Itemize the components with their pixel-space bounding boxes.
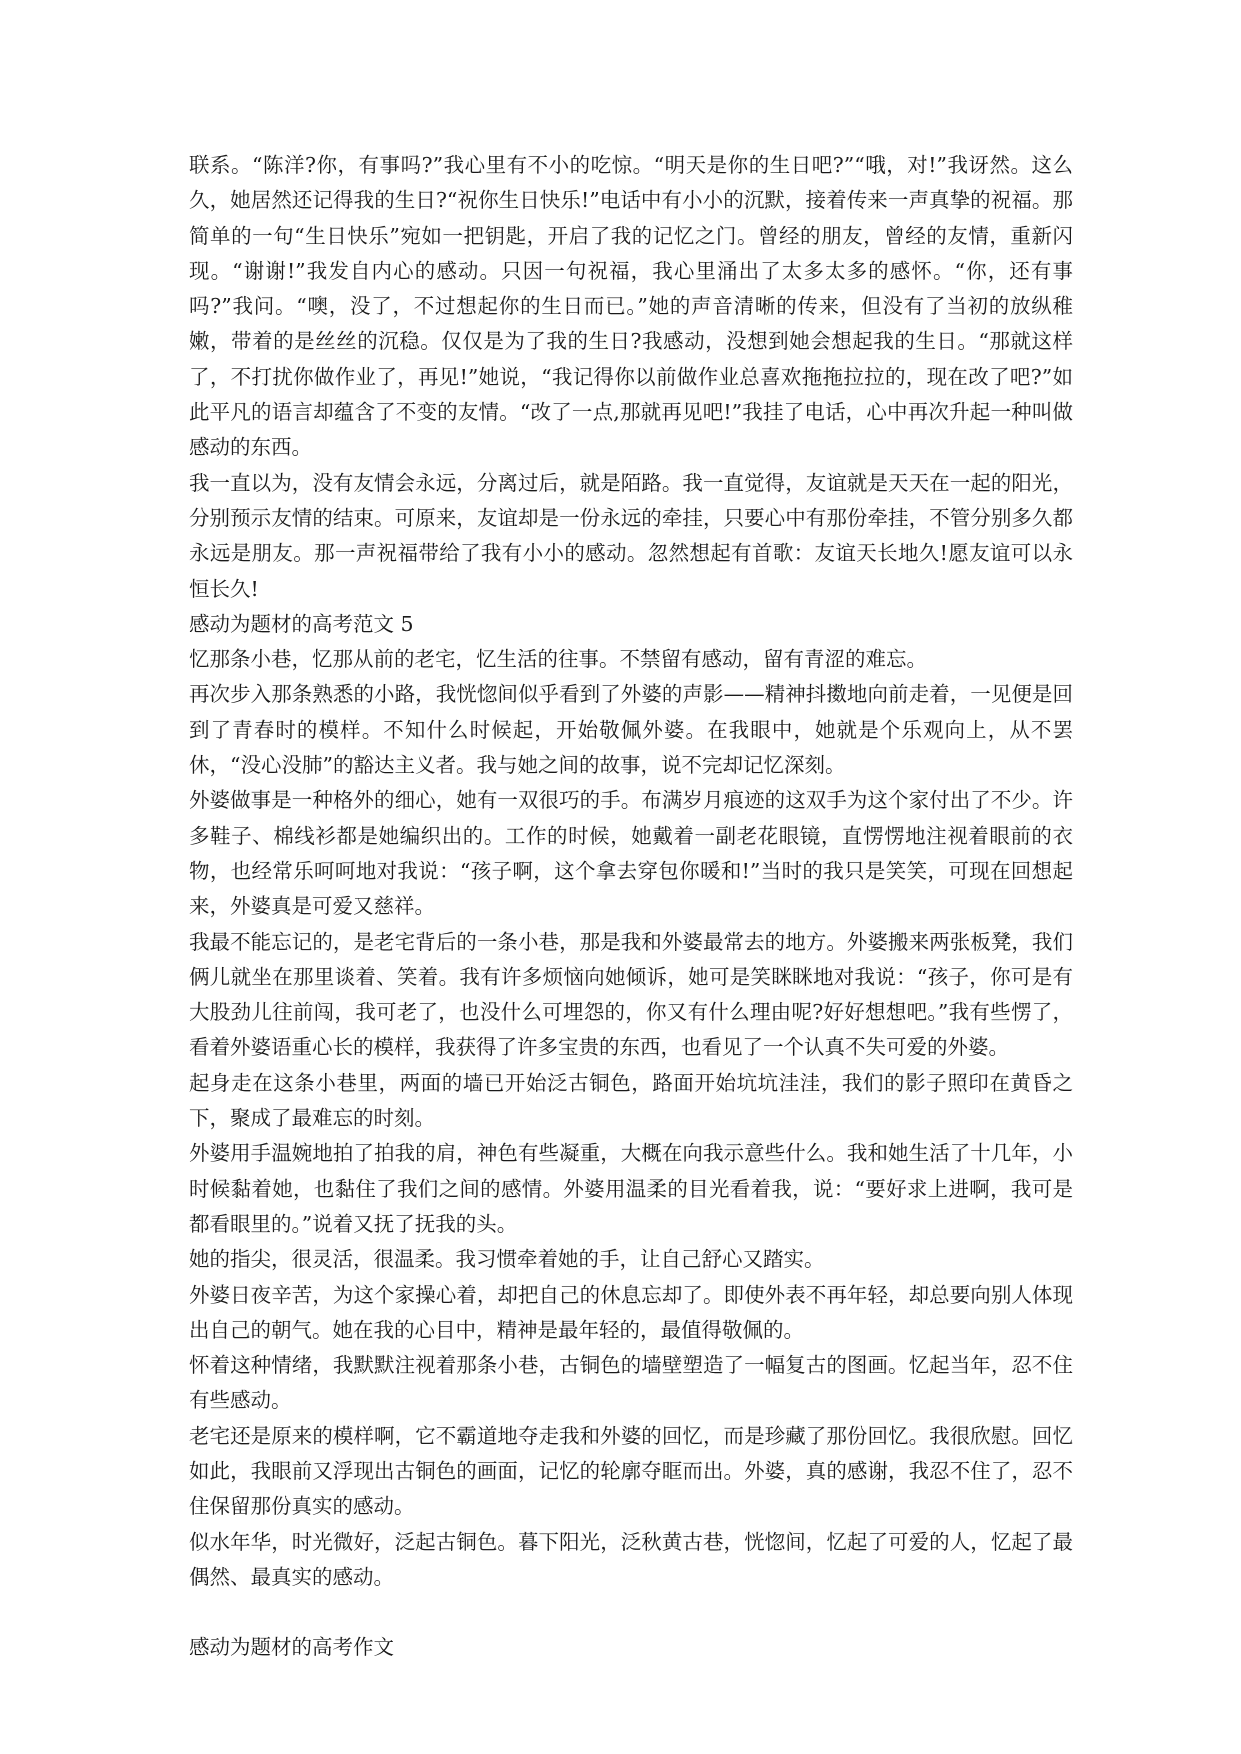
- paragraph: 怀着这种情绪，我默默注视着那条小巷，古铜色的墙壁塑造了一幅复古的图画。忆起当年，忍不住有些感动。: [189, 1353, 1073, 1413]
- paragraph: 似水年华，时光微好，泛起古铜色。暮下阳光，泛秋黄古巷，恍惚间，忆起了可爱的人，忆起了最偶然、最真实的感动。: [189, 1529, 1073, 1589]
- paragraph: 她的指尖，很灵活，很温柔。我习惯牵着她的手，让自己舒心又踏实。: [189, 1247, 825, 1272]
- paragraph: 外婆用手温婉地拍了拍我的肩，神色有些凝重，大概在向我示意些什么。我和她生活了十几年，小时候黏着她，也黏住了我们之间的感情。外婆用温柔的目光看着我，说：“要好求上进啊，我可是都看眼里的。”说着又抚了抚我的头。: [189, 1141, 1073, 1236]
- paragraph: 我一直以为，没有友情会永远，分离过后，就是陌路。我一直觉得，友谊就是天天在一起的阳光，分别预示友情的结束。可原来，友谊却是一份永远的牵挂，只要心中有那份牵挂，不管分别多久都永远是朋友。那一声祝福带给了我有小小的感动。忽然想起有首歌：友谊天长地久!愿友谊可以永恒长久!: [189, 470, 1073, 601]
- section-heading: 感动为题材的高考范文 5: [189, 611, 414, 636]
- paragraph: 老宅还是原来的模样啊，它不霸道地夺走我和外婆的回忆，而是珍藏了那份回忆。我很欣慰。回忆如此，我眼前又浮现出古铜色的画面，记忆的轮廓夺眶而出。外婆，真的感谢，我忍不住了，忍不住保留那份真实的感动。: [189, 1423, 1073, 1519]
- paragraph: 外婆做事是一种格外的细心，她有一双很巧的手。布满岁月痕迹的这双手为这个家付出了不少。许多鞋子、棉线衫都是她编织出的。工作的时候，她戴着一副老花眼镜，直愣愣地注视着眼前的衣物，也经常乐呵呵地对我说：“孩子啊，这个拿去穿包你暖和!”当时的我只是笑笑，可现在回想起来，外婆真是可爱又慈祥。: [189, 788, 1073, 919]
- blank-line: [189, 1595, 1073, 1630]
- footer-title: 感动为题材的高考作文: [189, 1635, 394, 1660]
- document-page: [189, 148, 1073, 1666]
- paragraph: 忆那条小巷，忆那从前的老宅，忆生活的往事。不禁留有感动，留有青涩的难忘。: [189, 647, 927, 672]
- paragraph: 再次步入那条熟悉的小路，我恍惚间似乎看到了外婆的声影——精神抖擞地向前走着，一见便是回到了青春时的模样。不知什么时候起，开始敬佩外婆。在我眼中，她就是个乐观向上，从不罢休，“没心没肺”的豁达主义者。我与她之间的故事，说不完却记忆深刻。: [189, 682, 1073, 778]
- paragraph: 我最不能忘记的，是老宅背后的一条小巷，那是我和外婆最常去的地方。外婆搬来两张板凳，我们俩儿就坐在那里谈着、笑着。我有许多烦恼向她倾诉，她可是笑眯眯地对我说：“孩子，你可是有大股劲儿往前闯，我可老了，也没什么可埋怨的，你又有什么理由呢?好好想想吧。”我有些愣了，看着外婆语重心长的模样，我获得了许多宝贵的东西，也看见了一个认真不失可爱的外婆。: [189, 929, 1073, 1060]
- paragraph: 联系。“陈洋?你，有事吗?”我心里有不小的吃惊。“明天是你的生日吧?”“哦，对!”我讶然。这么久，她居然还记得我的生日?“祝你生日快乐!”电话中有小小的沉默，接着传来一声真挚的祝福。那简单的一句“生日快乐”宛如一把钥匙，开启了我的记忆之门。曾经的朋友，曾经的友情，重新闪现。“谢谢!”我发自内心的感动。只因一句祝福，我心里涌出了太多太多的感怀。“你，还有事吗?”我问。“噢，没了，不过想起你的生日而已。”她的声音清晰的传来，但没有了当初的放纵稚嫩，带着的是丝丝的沉稳。仅仅是为了我的生日?我感动，没想到她会想起我的生日。“那就这样了，不打扰你做作业了，再见!”她说，“我记得你以前做作业总喜欢拖拖拉拉的，现在改了吧?”如此平凡的语言却蕴含了不变的友情。“改了一点,那就再见吧!”我挂了电话，心中再次升起一种叫做感动的东西。: [189, 153, 1073, 460]
- paragraph: 起身走在这条小巷里，两面的墙已开始泛古铜色，路面开始坑坑洼洼，我们的影子照印在黄昏之下，聚成了最难忘的时刻。: [189, 1070, 1073, 1131]
- paragraph: 外婆日夜辛苦，为这个家操心着，却把自己的休息忘却了。即使外表不再年轻，却总要向别人体现出自己的朝气。她在我的心目中，精神是最年轻的，最值得敬佩的。: [189, 1282, 1073, 1342]
